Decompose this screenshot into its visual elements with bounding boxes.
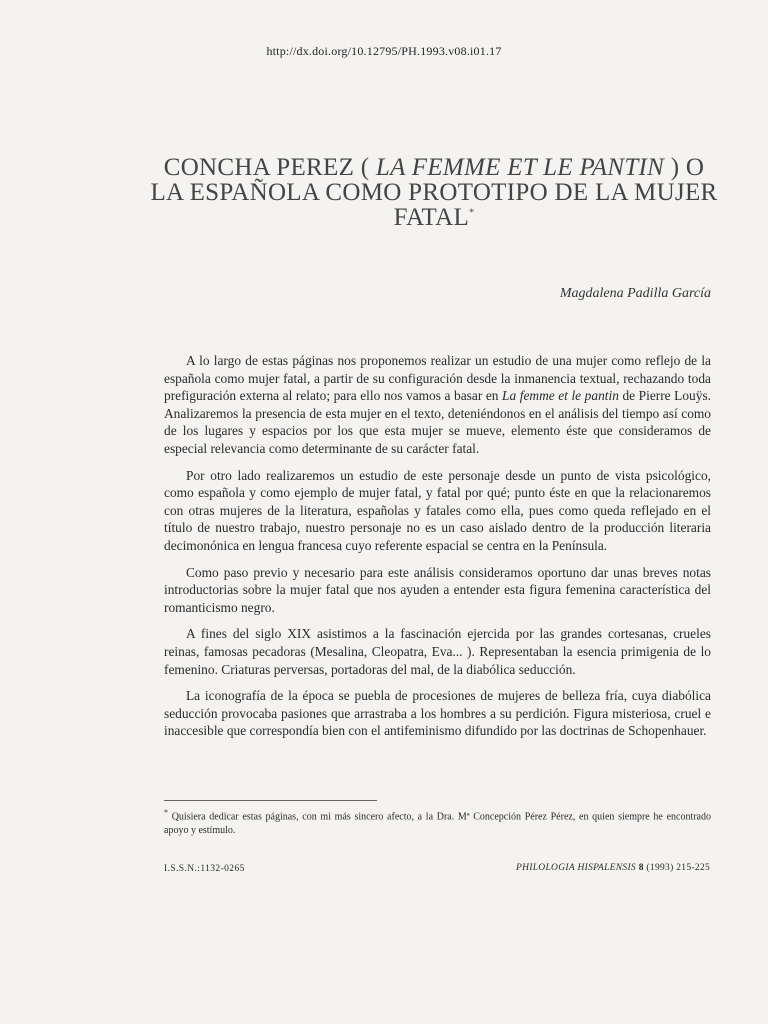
article-body: [164, 352, 711, 749]
title-part-2-italic: LA FEMME ET LE PANTIN: [375, 154, 665, 181]
paragraph-2: Por otro lado realizaremos un estudio de este personaje desde un punto de vista psicológico, como española y como ejemplo de mujer fatal, y fatal por qué; punto éste en que la relacionaremos con otras mujeres de la literatura, españolas y fatales como ella, pues como queda reflejado en el título de nuestro trabajo, nuestro personaje no es un caso aislado dentro de la producción literaria decimonónica en lengua francesa cuyo referente espacial se centra en la Península.: [164, 467, 711, 553]
title-footnote-marker: *: [469, 207, 475, 219]
footnote-divider: [164, 800, 377, 801]
title-part-3: ) O LA ESPAÑOLA COMO PROTOTIPO DE LA MUJER FATAL: [150, 154, 718, 231]
journal-citation: [516, 863, 710, 873]
footnote-text: Quisiera dedicar estas páginas, con mi más sincero afecto, a la Dra. Mª Concepción Pérez Pérez, en quien siempre he encontrado apoyo y estímulo.: [164, 811, 711, 836]
journal-year-pages: (1993) 215-225: [643, 863, 710, 873]
paragraph-3: Como paso previo y necesario para este análisis consideramos oportuno dar unas breves notas introductorias sobre la mujer fatal que nos ayuden a entender esta figura femenina característica del romanticismo negro.: [164, 564, 711, 615]
author-name: Magdalena Padilla García: [559, 286, 711, 301]
footnote: [164, 806, 711, 837]
paragraph-1-text-a: A lo largo de estas páginas nos proponemos realizar un estudio de una mujer como reflejo de la española como mujer fatal, a partir de su configuración desde la inmanencia textual, rechazando toda prefiguración externa al relato; para ello nos vamos a basar en: [164, 353, 711, 404]
journal-volume: 8: [638, 863, 644, 873]
doi-link[interactable]: http://dx.doi.org/10.12795/PH.1993.v08.i01.17: [266, 44, 502, 58]
paragraph-4: A fines del siglo XIX asistimos a la fascinación ejercida por las grandes cortesanas, crueles reinas, famosas pecadoras (Mesalina, Cleopatra, Eva... ). Representaban la esencia primigenia de lo femenino. Criaturas perversas, portadoras del mal, de la diabólica seducción.: [164, 626, 711, 677]
journal-name: PHILOLOGIA HISPALENSIS: [516, 863, 636, 873]
title-part-1: CONCHA PEREZ (: [163, 154, 376, 181]
footnote-marker: *: [164, 808, 168, 817]
paragraph-5: La iconografía de la época se puebla de procesiones de mujeres de belleza fría, cuya diabólica seducción provocaba pasiones que arrastraba a los hombres a su perdición. Figura misteriosa, cruel e inaccesible que correspondía bien con el antifeminismo difundido por las doctrinas de Schopenhauer.: [164, 688, 711, 739]
paragraph-1-text-b: de Pierre Louÿs. Analizaremos la presencia de esta mujer en el texto, deteniéndonos en el análisis del tiempo así como de los lugares y espacios por los que esta mujer se mueve, elemento éste que consideramos de especial relevancia como determinante de su carácter fatal.: [164, 388, 712, 456]
issn: I.S.S.N.:1132-0265: [164, 864, 245, 874]
paragraph-1: [164, 352, 711, 458]
article-title: [150, 155, 718, 230]
paragraph-1-book-title: La femme et le pantin: [502, 388, 619, 404]
